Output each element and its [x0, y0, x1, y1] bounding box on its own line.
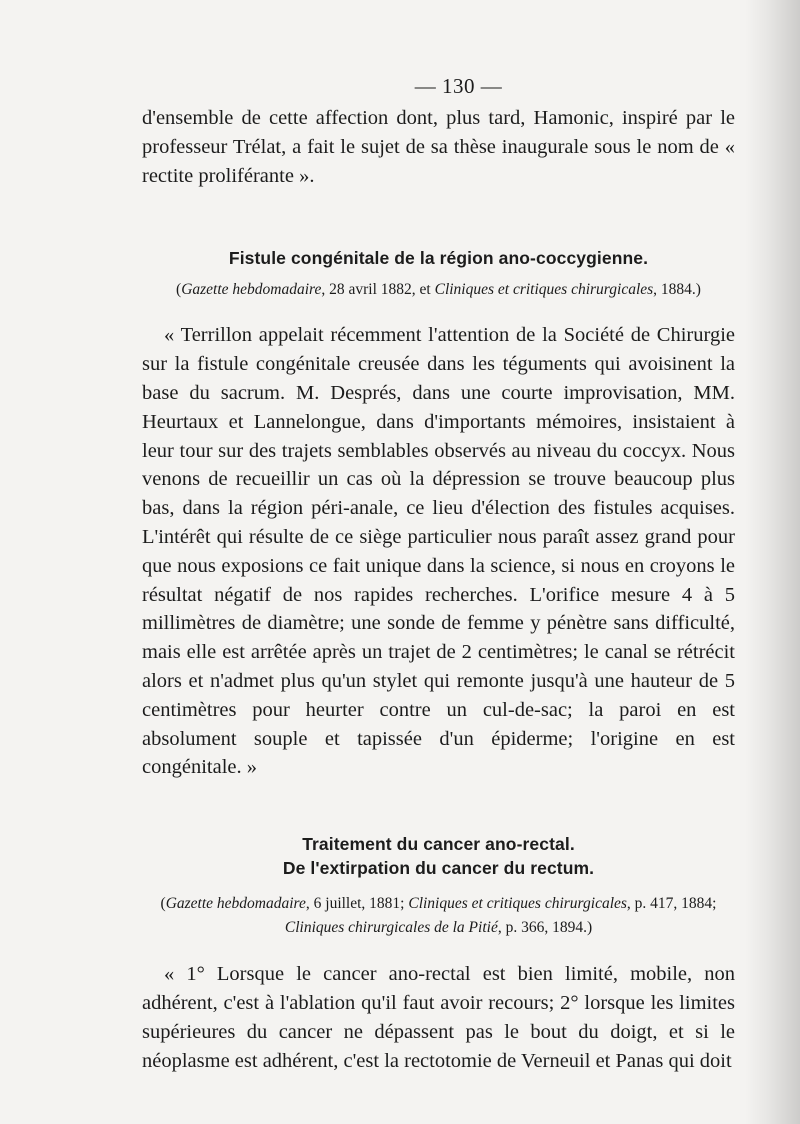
section-title-cancer [142, 832, 735, 880]
citation-journal: Cliniques et critiques chirurgicales [434, 281, 654, 299]
citation-journal: Gazette hebdomadaire [181, 281, 322, 299]
paragraph-cancer: « 1° Lorsque le cancer ano-rectal est bien limité, mobile, non adhérent, c'est à l'ablation qu'il faut avoir recours; 2° lorsque les limites supérieures du cancer ne dépassent pas le bout du doigt, et si le néoplasme est adhérent, c'est la rectotomie de Verneuil et Panas qui doit [142, 963, 735, 1072]
section-title-fistule: Fistule congénitale de la région ano-coccygienne. [228, 248, 649, 269]
continuation-paragraph: d'ensemble de cette affection dont, plus tard, Hamonic, inspiré par le professeur Trélat, a fait le sujet de sa thèse inaugurale sous le nom de « rectite proliférante ». [142, 107, 735, 187]
section-title-line: Traitement du cancer ano-rectal. [302, 834, 575, 855]
section-title-line: De l'extirpation du cancer du rectum. [282, 858, 595, 879]
citation-pages: , p. 417, 1884; [626, 895, 717, 913]
citation-open: ( [160, 895, 166, 913]
citation-fistule [142, 281, 735, 299]
citation-journal: Gazette hebdomadaire [165, 895, 306, 913]
citation-date: , 6 juillet, 1881; [305, 895, 409, 913]
document-page [142, 74, 735, 1075]
paragraph-fistule: « Terrillon appelait récemment l'attention de la Société de Chirurgie sur la fistule congénitale creusée dans les téguments qui avoisinent la base du sacrum. M. Després, dans une courte improvisation, MM. Heurtaux et Lannelongue, dans d'importants mémoires, insistaient à leur tour sur des trajets semblables observés au niveau du coccyx. Nous venons de recueillir un cas où la dépression se trouve beaucoup plus bas, dans la région péri-anale, ce lieu d'élection des fistules acquises. L'intérêt qui résulte de ce siège particulier nous paraît assez grand pour que nous exposions ce fait unique dans la science, si nous en croyons le résultat négatif de nos rapides recherches. L'orifice mesure 4 à 5 millimètres de diamètre; une sonde de femme y pénètre sans difficulté, mais elle est arrêtée après un trajet de 2 centimètres; le canal se rétrécit alors et n'admet plus qu'un stylet qui remonte jusqu'à une hauteur de 5 centimètres pour heurter contre un cul-de-sac; la paroi en est absolument souple et tapissée d'un épiderme; l'origine en est congénitale. » [142, 324, 735, 779]
citation-line [142, 916, 735, 940]
citation-date: , 28 avril 1882, et [321, 281, 435, 299]
citation-date: , 1884.) [653, 281, 701, 299]
citation-line [142, 892, 735, 916]
page-number: — 130 — [414, 74, 503, 98]
citation-cancer [142, 892, 735, 940]
citation-journal: Cliniques et critiques chirurgicales [408, 895, 627, 913]
citation-journal: Cliniques chirurgicales de la Pitié [284, 919, 498, 937]
page-edge-shadow [745, 0, 800, 1124]
citation-open: ( [176, 281, 182, 299]
citation-pages: , p. 366, 1894.) [497, 919, 593, 937]
